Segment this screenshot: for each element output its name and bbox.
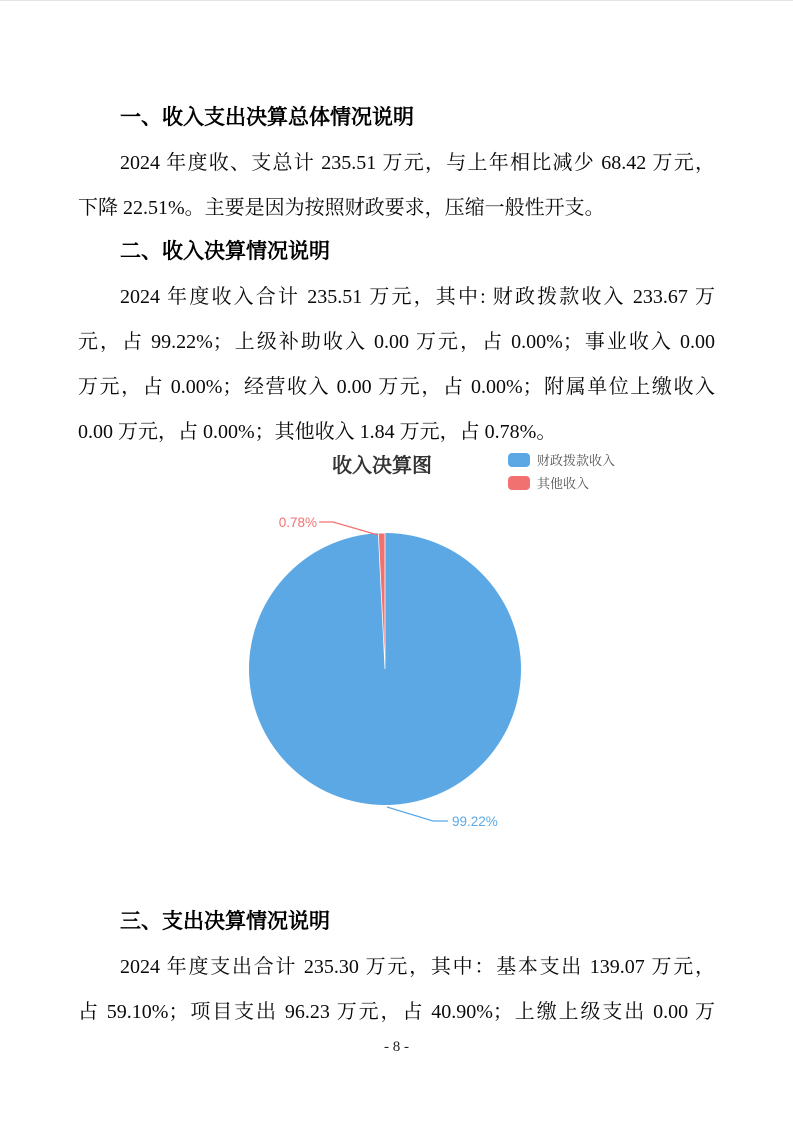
text-line: 元，占 99.22%；上级补助收入 0.00 万元，占 0.00%；事业收入 0.00 (78, 330, 715, 353)
legend-label-fiscal: 财政拨款收入 (537, 453, 616, 469)
text-line: 2024 年度收、支总计 235.51 万元，与上年相比减少 68.42 万元， (120, 151, 715, 174)
section-3-paragraph (78, 945, 715, 1035)
legend-swatch-fiscal-icon (508, 453, 530, 467)
legend-swatch-other-icon (508, 476, 530, 490)
section-2-heading: 二、收入决算情况说明 (120, 240, 330, 264)
section-2-paragraph (78, 275, 715, 454)
income-pie-chart (98, 442, 618, 894)
text-line: 下降 22.51%。主要是因为按照财政要求，压缩一般性开支。 (78, 196, 605, 219)
text-line: 占 59.10%；项目支出 96.23 万元，占 40.90%；上缴上级支出 0.00 万 (78, 1000, 715, 1023)
section-1-paragraph (78, 141, 715, 231)
chart-title: 收入决算图 (332, 455, 432, 478)
text-line: 2024 年度收入合计 235.51 万元，其中: 财政拨款收入 233.67 万 (120, 286, 715, 309)
fiscal-percent-label: 99.22% (452, 814, 498, 830)
other-leader-line (319, 522, 378, 535)
fiscal-leader-line (387, 807, 448, 821)
text-line: 0.00 万元，占 0.00%；其他收入 1.84 万元，占 0.78%。 (78, 420, 557, 443)
chart-legend (508, 453, 615, 491)
page-content (0, 1, 793, 1035)
section-3-heading: 三、支出决算情况说明 (120, 910, 330, 934)
section-1-heading: 一、收入支出决算总体情况说明 (120, 106, 414, 129)
legend-label-other: 其他收入 (537, 476, 590, 492)
income-chart-block (78, 442, 715, 900)
text-line: 万元，占 0.00%；经营收入 0.00 万元，占 0.00%；附属单位上缴收入 (78, 375, 715, 398)
page-number: - 8 - (384, 1039, 409, 1055)
other-percent-label: 0.78% (278, 515, 317, 531)
text-line: 2024 年度支出合计 235.30 万元，其中：基本支出 139.07 万元， (120, 956, 715, 979)
